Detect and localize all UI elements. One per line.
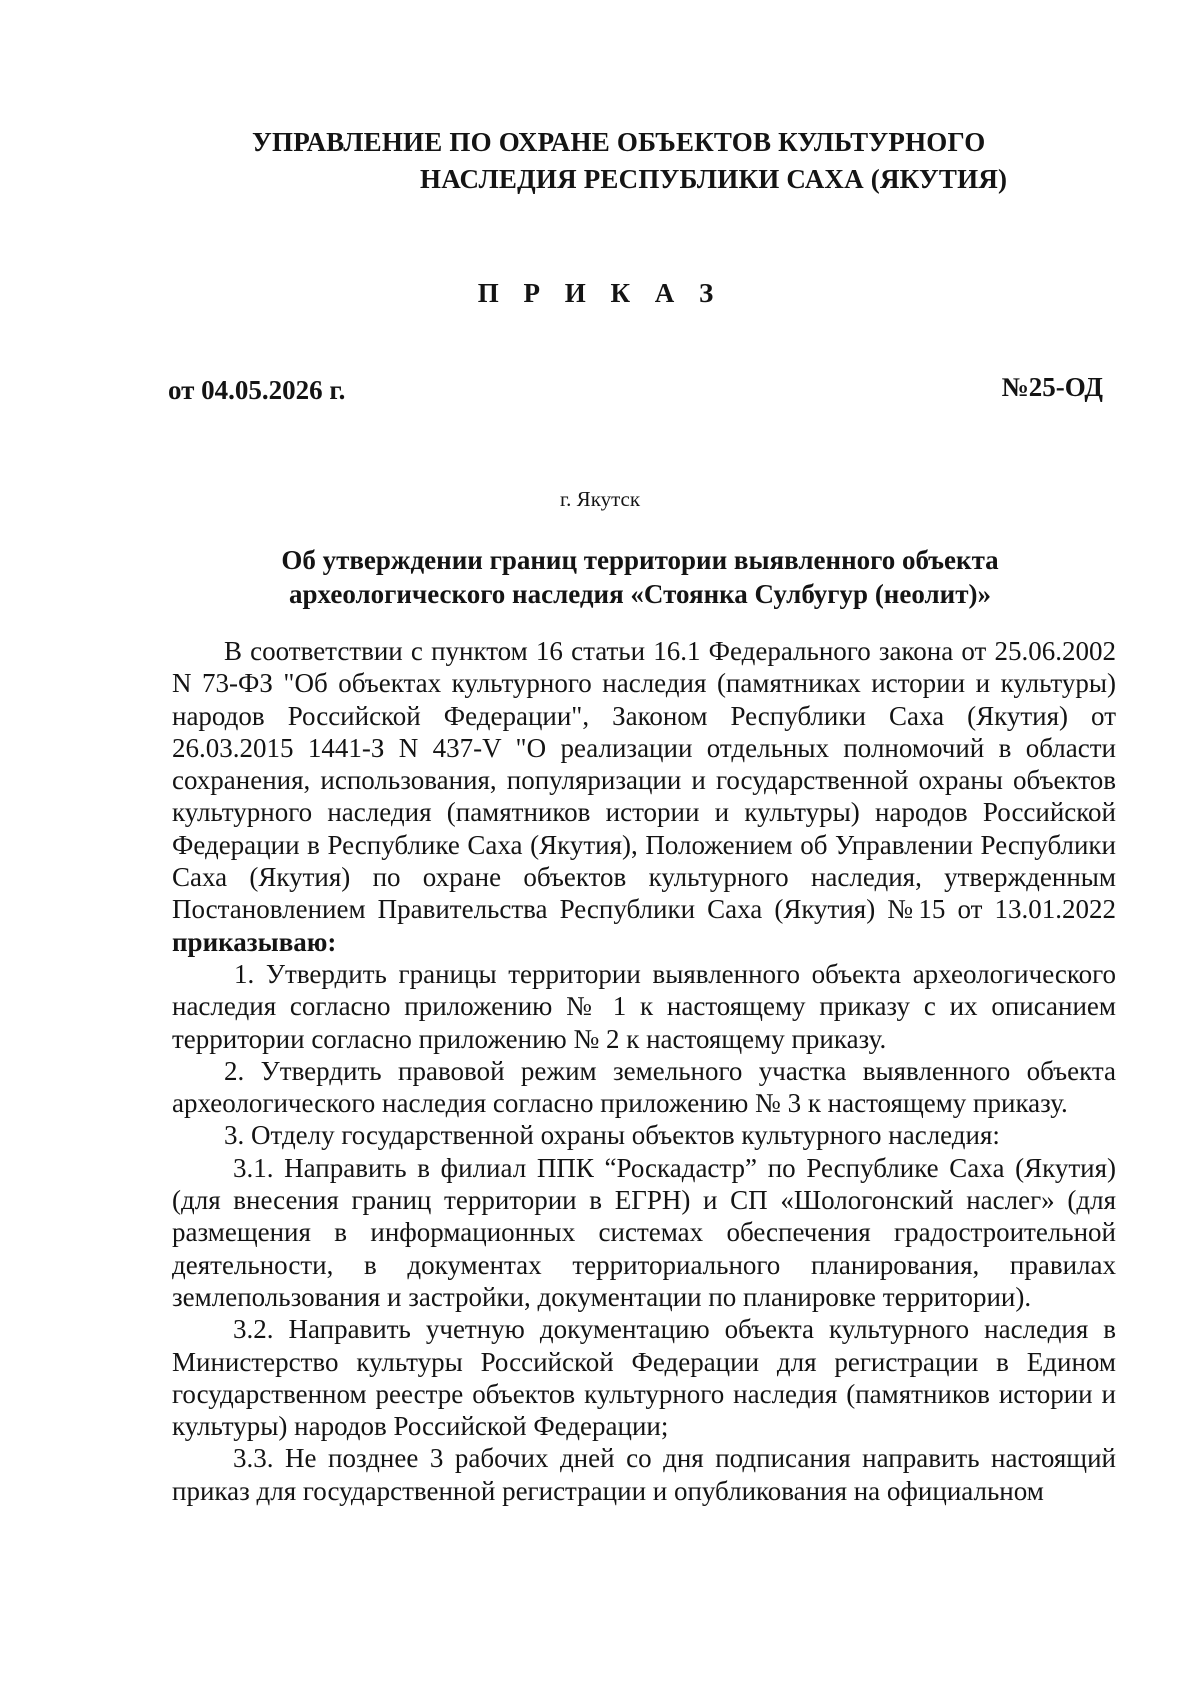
document-title <box>0 543 1200 611</box>
document-number: №25-ОД <box>1001 372 1103 402</box>
order-item-3-3: 3.3. Не позднее 3 рабочих дней со дня подписания направить настоящий приказ для государственной регистрации и опубликования на официальном <box>172 1443 1116 1506</box>
order-item-1: 1. Утвердить границы территории выявленного объекта археологического наследия согласно приложению № 1 к настоящему приказу с их описанием территории согласно приложению № 2 к настоящему приказу. <box>172 958 1116 1054</box>
order-item-3: 3. Отделу государственной охраны объектов культурного наследия: <box>224 1120 1000 1151</box>
organization-name-line-1: УПРАВЛЕНИЕ ПО ОХРАНЕ ОБЪЕКТОВ КУЛЬТУРНОГО <box>252 127 986 157</box>
order-item-2: 2. Утвердить правовой режим земельного участка выявленного объекта археологического наследия согласно приложению № 3 к настоящему приказу. <box>172 1055 1116 1119</box>
document-body <box>172 635 1116 1507</box>
preamble-paragraph <box>172 635 1116 958</box>
preamble-order-word: приказываю: <box>172 926 337 957</box>
document-city: г. Якутск <box>559 487 641 511</box>
order-item-3-2: 3.2. Направить учетную документацию объекта культурного наследия в Министерство культуры Российской Федерации для регистрации в Едином государственном реестре объектов культурного наследия (памятников истории и культуры) народов Российской Федерации; <box>172 1314 1116 1442</box>
document-date: от 04.05.2026 г. <box>168 375 346 405</box>
preamble-text: В соответствии с пунктом 16 статьи 16.1 Федерального закона от 25.06.2002 N 73-ФЗ "Об объектах культурного наследия (памятниках истории и культуры) народов Российской Федерации", Законом Республики Саха (Якутия) от 26.03.2015 1441-З N 437-V "О реализации отдельных полномочий в области сохранения, использования, популяризации и государственной охраны объектов культурного наследия (памятников истории и культуры) народов Российской Федерации в Республике Саха (Якутия), Положением об Управлении Республики Саха (Якутия) по охране объектов культурного наследия, утвержденным Постановлением Правительства Республики Саха (Якутия) №15 от 13.01.2022 <box>172 636 1116 925</box>
document-title-line-1: Об утверждении границ территории выявленного объекта <box>281 545 999 575</box>
document-type-heading: П Р И К А З <box>477 278 723 308</box>
document-title-line-2: археологического наследия «Стоянка Сулбугур (неолит)» <box>289 579 991 609</box>
order-item-3-1: 3.1. Направить в филиал ППК “Роскадастр” по Республике Саха (Якутия) (для внесения границ территории в ЕГРН) и СП «Шологонский наслег» (для размещения в информационных системах обеспечения градостроительной деятельности, в документах территориального планирования, правилах землепользования и застройки, документации по планировке территории). <box>172 1152 1116 1312</box>
organization-name-line-2: НАСЛЕДИЯ РЕСПУБЛИКИ САХА (ЯКУТИЯ) <box>420 164 1008 194</box>
